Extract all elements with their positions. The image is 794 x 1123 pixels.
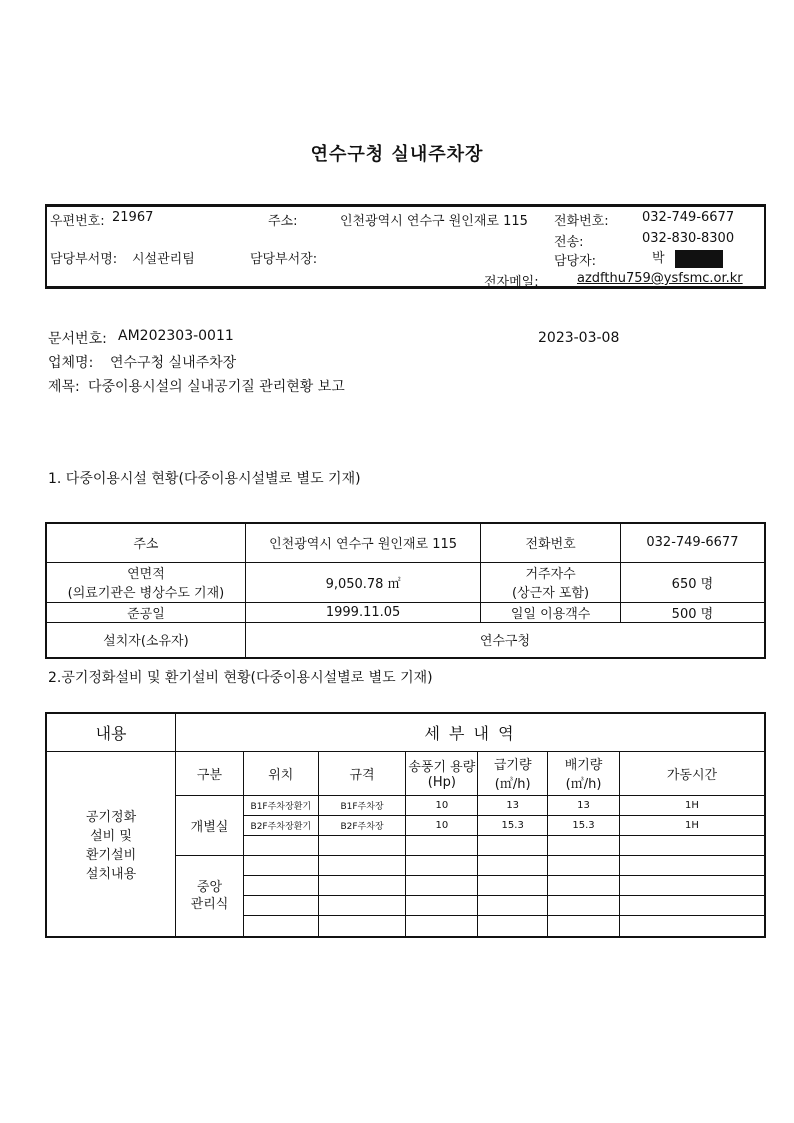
area-label-line1: 연면적 [127,567,165,582]
ventilation-table [45,712,766,938]
operating-hours-header: 가동시간 [619,751,765,795]
email-label: 전자메일: [484,275,539,290]
row1-exhaust: 13 [548,795,620,815]
completion-header: 준공일 [46,602,245,622]
row2-spec: B2F주차장 [318,815,406,835]
address-cell: 인천광역시 연수구 원인재로 115 [245,523,480,562]
area-label-line2: (의료기관은 병상수도 기재) [67,586,225,601]
installer-header: 설치자(소유자) [46,622,245,658]
location-header: 위치 [243,751,318,795]
section1-heading: 1. 다중이용시설 현황(다중이용시설별로 별도 기재) [48,471,361,487]
dept-label: 담당부서명: [50,252,118,267]
empty-cell [243,855,318,875]
empty-cell [318,895,406,915]
empty-cell [478,875,548,895]
area-cell: 9,050.78 ㎡ [245,562,480,602]
section2-heading: 2.공기정화설비 및 환기설비 현황(다중이용시설별로 별도 기재) [48,670,433,686]
supply-header: 급기량 (㎥/h) [478,751,548,795]
doc-date: 2023-03-08 [538,330,620,346]
empty-cell [243,875,318,895]
installation-row-label [46,751,176,937]
empty-cell [318,835,406,855]
document-title: 연수구청 실내주차장 [310,144,484,165]
empty-cell [619,915,765,937]
row1-location: B1F주차장환기 [243,795,318,815]
details-header: 세 부 내 역 [176,713,765,751]
empty-cell [548,915,620,937]
residents-cell: 650 명 [620,562,765,602]
row2-exhaust: 15.3 [548,815,620,835]
empty-cell [619,835,765,855]
address-value: 인천광역시 연수구 원인재로 115 [340,214,528,229]
individual-room-label: 개별실 [176,795,244,855]
postal-label: 우편번호: [50,214,105,229]
type-header: 구분 [176,751,244,795]
row2-fan: 10 [406,815,478,835]
empty-cell [406,875,478,895]
company-value: 연수구청 실내주차장 [110,355,237,371]
empty-cell [406,915,478,937]
residents-label-line2: (상근자 포함) [512,586,590,601]
empty-cell [406,855,478,875]
residents-header [481,562,621,602]
content-header: 내용 [46,713,176,751]
empty-cell [478,835,548,855]
phone-cell: 032-749-6677 [620,523,765,562]
empty-cell [318,915,406,937]
row2-supply: 15.3 [478,815,548,835]
daily-users-cell: 500 명 [620,602,765,622]
phone-value: 032-749-6677 [642,210,735,225]
empty-cell [619,855,765,875]
central-management-label [176,855,244,937]
facility-status-table [45,522,766,659]
exhaust-header: 배기량 (㎥/h) [548,751,620,795]
empty-cell [406,835,478,855]
subject-value: 다중이용시설의 실내공기질 관리현황 보고 [88,379,345,395]
empty-cell [548,855,620,875]
empty-cell [243,915,318,937]
address-header: 주소 [46,523,245,562]
company-label: 업체명: [48,355,94,371]
phone-label: 전화번호: [554,214,609,229]
row2-hours: 1H [619,815,765,835]
residents-label-line1: 거주자수 [525,567,576,582]
empty-cell [548,895,620,915]
phone-header: 전화번호 [481,523,621,562]
empty-cell [548,835,620,855]
row-label-line3: 환기설비 [85,847,137,863]
installer-cell: 연수구청 [245,622,765,658]
empty-cell [478,895,548,915]
fax-value: 032-830-8300 [642,231,735,246]
row-label-line1: 공기정화 [85,809,137,825]
subject-label: 제목: [48,379,80,395]
row2-location: B2F주차장환기 [243,815,318,835]
row1-fan: 10 [406,795,478,815]
empty-cell [619,895,765,915]
fan-capacity-header: 송풍기 용량 (Hp) [406,751,478,795]
doc-number-label: 문서번호: [48,331,107,347]
empty-cell [318,855,406,875]
fax-label: 전송: [554,235,584,250]
empty-cell [478,855,548,875]
spec-header: 규격 [318,751,406,795]
email-link[interactable]: azdfthu759@ysfsmc.or.kr [577,271,743,286]
empty-cell [243,895,318,915]
empty-cell [548,875,620,895]
row1-supply: 13 [478,795,548,815]
row1-spec: B1F주차장 [318,795,406,815]
empty-cell [243,835,318,855]
dept-head-label: 담당부서장: [250,252,318,267]
central-label-text: 중앙 관리식 [190,879,229,912]
empty-cell [318,875,406,895]
area-header [46,562,245,602]
address-label: 주소: [268,214,298,229]
manager-value-wrap [652,247,723,268]
row1-hours: 1H [619,795,765,815]
completion-cell: 1999.11.05 [245,602,480,622]
daily-users-header: 일일 이용객수 [481,602,621,622]
empty-cell [406,895,478,915]
manager-label: 담당자: [554,254,597,269]
doc-number-value: AM202303-0011 [118,328,234,344]
empty-cell [478,915,548,937]
row-label-line4: 설치내용 [85,866,137,882]
manager-value: 박 [652,251,665,266]
row-label-line2: 설비 및 [90,828,132,844]
postal-value: 21967 [112,210,154,225]
dept-value: 시설관리팀 [132,252,195,267]
redaction-block [675,250,723,268]
empty-cell [619,875,765,895]
